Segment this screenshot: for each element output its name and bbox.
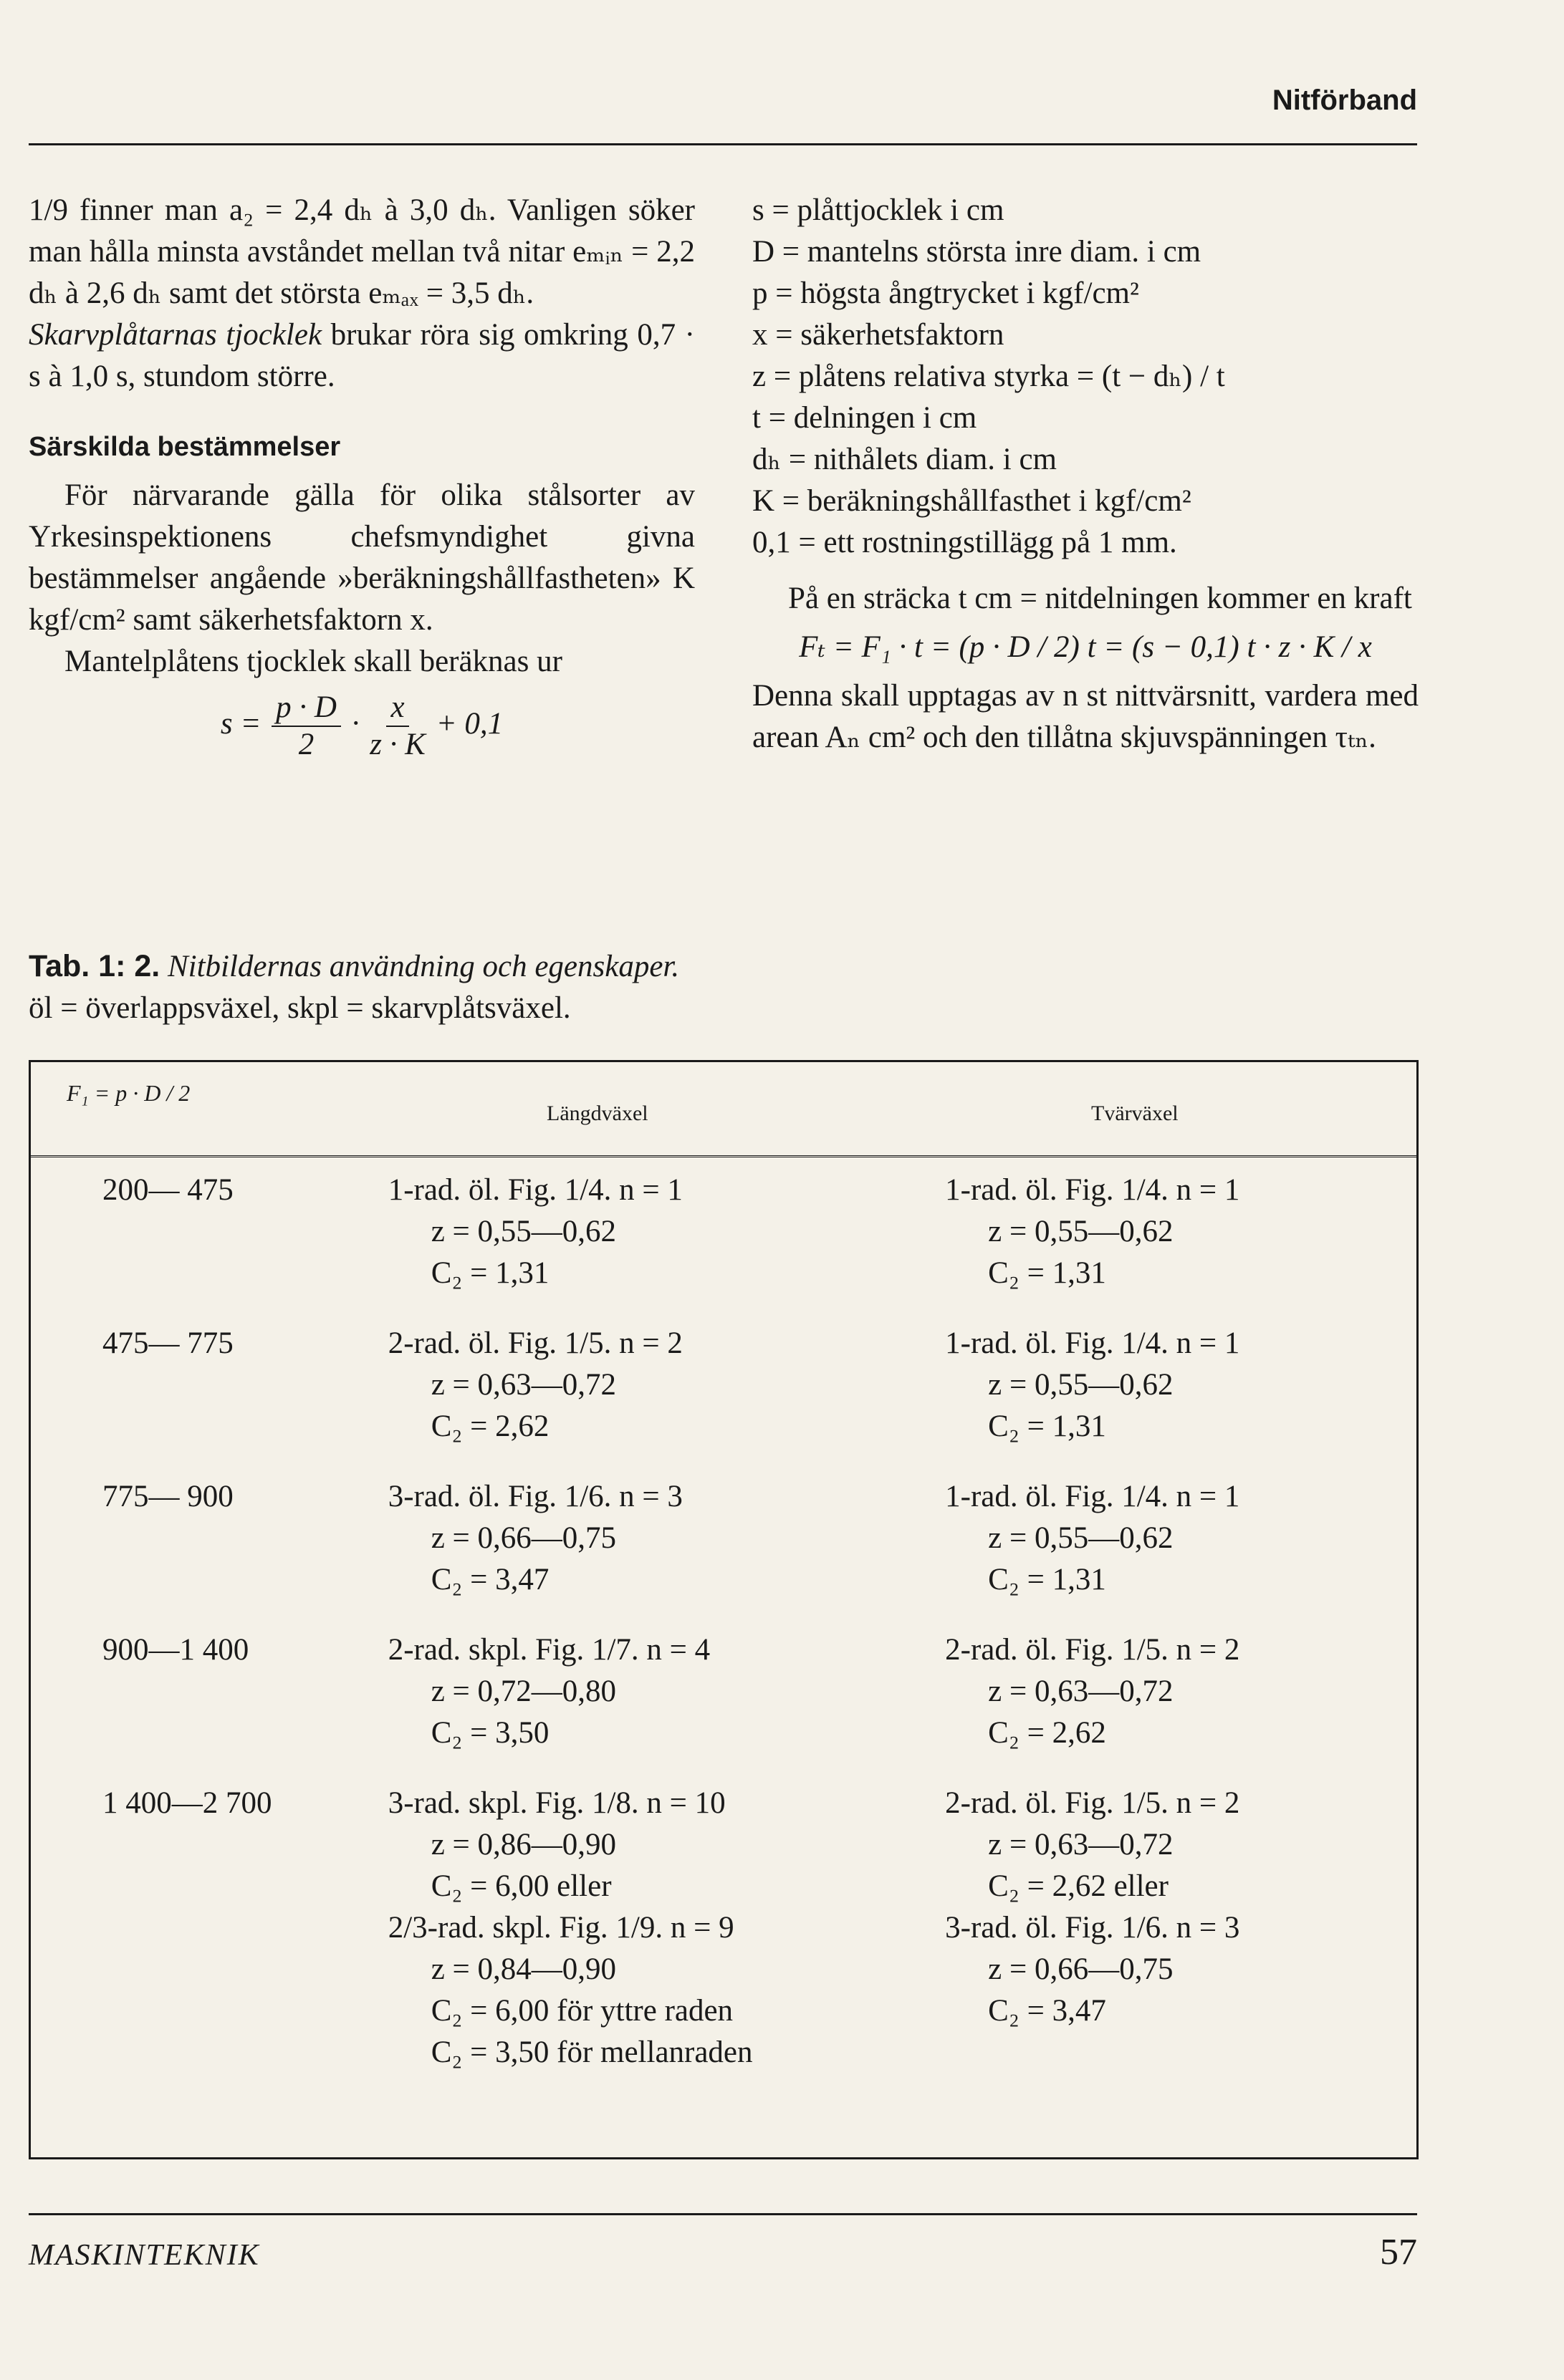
cell-line: 1-rad. öl. Fig. 1/4. n = 1 (945, 1326, 1240, 1360)
longitudinal-cell (388, 1629, 945, 1754)
table-subtitle: öl = överlappsväxel, skpl = skarvplåtsväxel. (29, 991, 571, 1025)
cell-line: z = 0,63—0,72 (988, 1828, 1174, 1861)
paragraph-force: På en sträcka t cm = nitdelningen kommer en kraft (788, 582, 1412, 615)
definition-item: dₕ = nithålets diam. i cm (752, 443, 1057, 476)
fraction-denominator: 2 (298, 728, 315, 761)
cover-plates-term: Skarvplåtarnas tjocklek (29, 318, 322, 352)
fraction-numerator: p · D (272, 690, 341, 727)
cell-line: C₂ = 3,50 för mellanraden (431, 2035, 753, 2069)
table-row (31, 1323, 1416, 1447)
table-row (31, 1629, 1416, 1754)
cell-line: 3-rad. skpl. Fig. 1/8. n = 10 (388, 1786, 726, 1820)
cell-line: C₂ = 3,47 (431, 1563, 550, 1596)
cell-line: 3-rad. öl. Fig. 1/6. n = 3 (945, 1911, 1240, 1945)
formula-lhs: s = (220, 706, 262, 741)
transverse-cell (945, 1170, 1416, 1294)
paragraph-rivet-sections: Denna skall upptagas av n st nittvärsnitt, vardera med arean Aₙ cm² och den tillåtna skjuvspänningen τₜₙ. (752, 679, 1419, 754)
cell-line: C₂ = 6,00 för yttre raden (431, 1994, 734, 2028)
header-f1: F₁ = p · D / 2 (67, 1080, 191, 1106)
fraction-pd-2 (272, 690, 341, 763)
rivet-table (29, 1060, 1419, 2159)
left-column (29, 190, 695, 770)
cell-line: C₂ = 1,31 (988, 1563, 1106, 1596)
cell-line: 2-rad. skpl. Fig. 1/7. n = 4 (388, 1633, 711, 1667)
cell-line: z = 0,84—0,90 (431, 1952, 617, 1986)
table-row (31, 1476, 1416, 1601)
table-header (31, 1062, 1416, 1157)
cell-line: z = 0,66—0,75 (431, 1521, 617, 1555)
transverse-cell (945, 1783, 1416, 2073)
header-rule (29, 143, 1417, 145)
transverse-cell (945, 1323, 1416, 1447)
cell-line: C₂ = 1,31 (988, 1256, 1106, 1290)
table-caption (29, 945, 1390, 1029)
paragraph-shell-thickness: Mantelplåtens tjocklek skall beräknas ur (64, 645, 562, 678)
cell-line: C₂ = 2,62 (431, 1410, 550, 1443)
running-header: Nitförband (1272, 85, 1417, 116)
header-transverse: Tvärväxel (1091, 1102, 1179, 1125)
transverse-cell (945, 1629, 1416, 1754)
cell-line: 2-rad. öl. Fig. 1/5. n = 2 (388, 1326, 683, 1360)
definition-item: t = delningen i cm (752, 401, 977, 435)
cell-line: z = 0,55—0,62 (988, 1368, 1174, 1402)
table-row (31, 1170, 1416, 1294)
load-range-cell: 200— 475 (102, 1173, 234, 1207)
cell-line: C₂ = 2,62 (988, 1716, 1106, 1750)
cell-line: 1-rad. öl. Fig. 1/4. n = 1 (388, 1173, 683, 1207)
cell-line: z = 0,55—0,62 (431, 1215, 617, 1248)
definition-item: s = plåttjocklek i cm (752, 193, 1004, 227)
table-number: Tab. 1: 2. (29, 949, 160, 983)
cover-plates-text: brukar röra sig omkring 0,7 · s à 1,0 s, stundom större. (29, 318, 695, 393)
cell-line: C₂ = 2,62 eller (988, 1869, 1169, 1903)
fraction-numerator: x (386, 690, 408, 727)
cell-line: C₂ = 1,31 (988, 1410, 1106, 1443)
table-row (31, 1783, 1416, 2073)
cell-line: 2/3-rad. skpl. Fig. 1/9. n = 9 (388, 1911, 734, 1945)
longitudinal-cell (388, 1783, 945, 2073)
fraction-x-zk (370, 690, 426, 763)
fraction-denominator: z · K (370, 728, 426, 761)
longitudinal-cell (388, 1323, 945, 1447)
paragraph-regulations: För närvarande gälla för olika stålsorter av Yrkesinspektionens chefsmyndighet givna bestämmelser angående »beräkningshållfastheten» K kgf/cm² samt säkerhetsfaktorn x. (29, 478, 695, 637)
transverse-cell (945, 1476, 1416, 1601)
paragraph-spacing: 1/9 finner man a₂ = 2,4 dₕ à 3,0 dₕ. Vanligen söker man hålla minsta avståndet mellan två nitar eₘᵢₙ = 2,2 dₕ à 2,6 dₕ samt det största eₘₐₓ = 3,5 dₕ. (29, 193, 695, 310)
formula-dot: · (351, 706, 360, 741)
load-range-cell: 775— 900 (102, 1480, 234, 1513)
definition-item: 0,1 = ett rostningstillägg på 1 mm. (752, 526, 1177, 559)
cell-line: z = 0,55—0,62 (988, 1521, 1174, 1555)
footer-rule (29, 2213, 1417, 2215)
longitudinal-cell (388, 1476, 945, 1601)
cell-line: z = 0,55—0,62 (988, 1215, 1174, 1248)
paragraph-cover-plates (29, 314, 695, 398)
page-number: 57 (1380, 2232, 1417, 2273)
definition-item: p = högsta ångtrycket i kgf/cm² (752, 276, 1139, 310)
definition-item: z = plåtens relativa styrka = (t − dₕ) / t (752, 360, 1225, 393)
formula-force: Fₜ = F₁ · t = (p · D / 2) t = (s − 0,1) t · z · K / x (799, 630, 1372, 664)
cell-line: 2-rad. öl. Fig. 1/5. n = 2 (945, 1633, 1240, 1667)
cell-line: z = 0,63—0,72 (988, 1675, 1174, 1708)
cell-line: 3-rad. öl. Fig. 1/6. n = 3 (388, 1480, 683, 1513)
definition-item: K = beräkningshållfasthet i kgf/cm² (752, 484, 1191, 518)
cell-line: 2-rad. öl. Fig. 1/5. n = 2 (945, 1786, 1240, 1820)
definition-item: x = säkerhetsfaktorn (752, 318, 1004, 352)
table-body (31, 1170, 1416, 2102)
header-longitudinal: Längdväxel (547, 1102, 648, 1125)
journal-name: MASKINTEKNIK (29, 2239, 260, 2272)
cell-line: z = 0,72—0,80 (431, 1675, 617, 1708)
right-column (752, 190, 1419, 758)
load-range-cell: 475— 775 (102, 1326, 234, 1360)
table-title: Nitbildernas användning och egenskaper. (167, 950, 680, 983)
cell-line: 1-rad. öl. Fig. 1/4. n = 1 (945, 1480, 1240, 1513)
load-range-cell: 1 400—2 700 (102, 1786, 272, 1820)
section-heading: Särskilda bestämmelser (29, 432, 341, 462)
longitudinal-cell (388, 1170, 945, 1294)
cell-line: C₂ = 6,00 eller (431, 1869, 612, 1903)
cell-line: 1-rad. öl. Fig. 1/4. n = 1 (945, 1173, 1240, 1207)
cell-line: C₂ = 3,50 (431, 1716, 550, 1750)
load-range-cell: 900—1 400 (102, 1633, 249, 1667)
cell-line: z = 0,86—0,90 (431, 1828, 617, 1861)
formula-thickness (29, 690, 695, 763)
cell-line: C₂ = 1,31 (431, 1256, 550, 1290)
formula-tail: + 0,1 (436, 706, 504, 741)
definition-item: D = mantelns största inre diam. i cm (752, 235, 1201, 269)
cell-line: z = 0,66—0,75 (988, 1952, 1174, 1986)
cell-line: z = 0,63—0,72 (431, 1368, 617, 1402)
cell-line: C₂ = 3,47 (988, 1994, 1106, 2028)
